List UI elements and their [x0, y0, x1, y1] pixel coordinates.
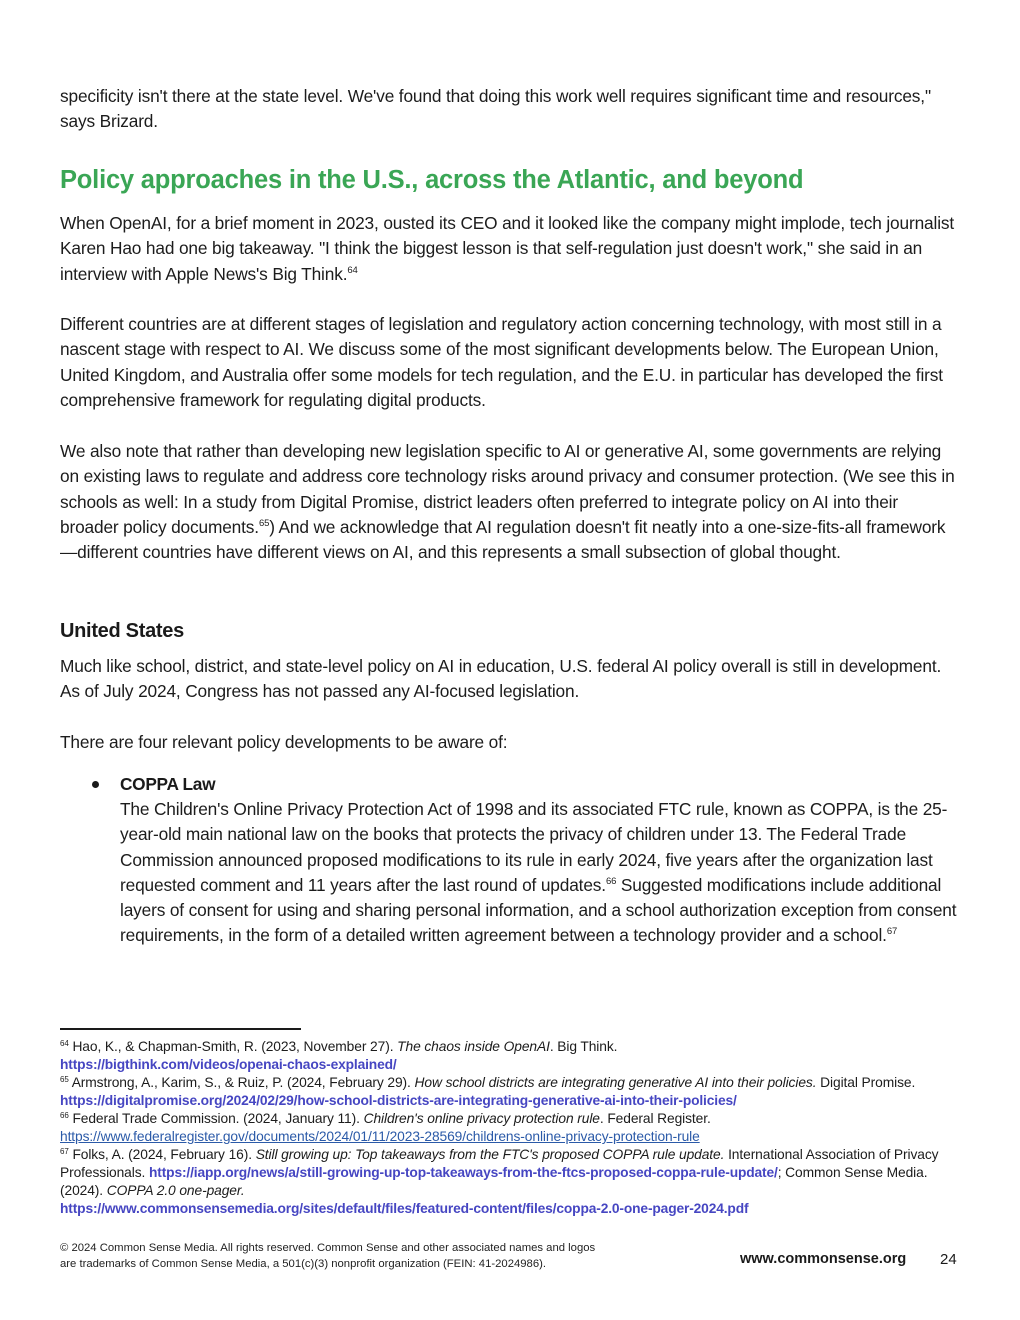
website-link[interactable]: www.commonsense.org	[740, 1251, 907, 1267]
paragraph-four-developments: There are four relevant policy developments to be aware of:	[60, 732, 508, 752]
paragraph-us-development: Much like school, district, and state-level policy on AI in education, U.S. federal AI policy overall is still in development. As of July 2024, Congress has not passed any AI-focused legislation.	[60, 656, 942, 702]
footnote-title: The chaos inside OpenAI	[397, 1039, 550, 1054]
footnote-title: Children's online privacy protection rule	[363, 1111, 600, 1126]
footnote-source: . Big Think.	[549, 1039, 618, 1054]
paragraph-text-continued: ) And we acknowledge that AI regulation doesn't fit neatly into a one-size-fits-all framework—different countries have different views on AI, and this represents a small subsection of global thought.	[60, 516, 946, 563]
copyright-line-2: are trademarks of Common Sense Media, a 501(c)(3) nonprofit organization (FEIN: 41-2024986).	[60, 1257, 547, 1270]
bullet-title: COPPA Law	[120, 774, 216, 794]
paragraph-text: When OpenAI, for a brief moment in 2023, ousted its CEO and it looked like the company might implode, tech journalist Karen Hao had one big takeaway. "I think the biggest lesson is that self-regulation just doesn't work," she said in an interview with Apple News's Big Think.	[60, 213, 955, 284]
footnote-title: Still growing up: Top takeaways from the FTC's proposed COPPA rule update.	[255, 1147, 725, 1162]
bullet-text-continued: Suggested modifications include additional layers of consent for using and sharing personal information, and a school authorization exception from consent requirements, in the form of a detailed written agreement between a technology provider and a school.	[120, 874, 957, 946]
footnote-citation: Hao, K., & Chapman-Smith, R. (2023, November 27).	[72, 1039, 398, 1054]
footnote-number: 64	[60, 1039, 69, 1048]
footnote-ref-67[interactable]: 67	[886, 926, 898, 938]
copyright-notice	[60, 1241, 680, 1272]
paragraph-openai	[60, 211, 960, 287]
paragraph-text: We also note that rather than developing new legislation specific to AI or generative AI, some governments are relying on existing laws to regulate and address core technology risks around privacy and consumer protection. (We see this in schools as well: In a study from Digital Promise, district leaders often preferred to integrate policy on AI into their broader policy documents.	[60, 441, 955, 537]
footnote-citation: Folks, A. (2024, February 16).	[72, 1147, 256, 1162]
bullet-icon	[92, 781, 99, 788]
footnote-link[interactable]: https://digitalpromise.org/2024/02/29/how-school-districts-are-integrating-generative-ai-into-their-policies/	[60, 1093, 737, 1108]
footnote-link[interactable]: https://bigthink.com/videos/openai-chaos-explained/	[60, 1057, 397, 1072]
footnote-ref-64[interactable]: 64	[347, 264, 358, 276]
paragraph-existing-laws	[60, 439, 960, 565]
footnote-source: Digital Promise.	[816, 1075, 916, 1090]
footnote-number: 66	[60, 1111, 69, 1120]
footnote-link[interactable]: https://iapp.org/news/a/still-growing-up-top-takeaways-from-the-ftcs-proposed-coppa-rule-update/	[149, 1165, 778, 1180]
footnote-link-2[interactable]: https://www.commonsensemedia.org/sites/default/files/featured-content/files/coppa-2.0-one-pager-2024.pdf	[60, 1201, 749, 1216]
footnote-64	[60, 1038, 960, 1074]
footnote-source-2: ; Common Sense Media. (2024).	[60, 1165, 928, 1198]
footnote-source: . Federal Register.	[599, 1111, 711, 1126]
page-number: 24	[940, 1251, 957, 1268]
footnote-title-2: COPPA 2.0 one-pager.	[106, 1183, 245, 1198]
copyright-line-1: © 2024 Common Sense Media. All rights reserved. Common Sense and other associated names and logos	[60, 1242, 596, 1254]
footnote-link[interactable]: https://www.federalregister.gov/documents/2024/01/11/2023-28569/childrens-online-privacy-protection-rule	[60, 1129, 700, 1144]
carryover-paragraph: specificity isn't there at the state level. We've found that doing this work well requires significant time and resources," says Brizard.	[60, 86, 931, 132]
footnote-citation: Federal Trade Commission. (2024, January 11).	[72, 1111, 364, 1126]
footnote-ref-65[interactable]: 65	[258, 517, 270, 529]
footnote-divider	[60, 1028, 301, 1030]
footnote-number: 65	[60, 1075, 69, 1084]
footnotes-section	[60, 1038, 960, 1218]
bullet-text: The Children's Online Privacy Protection Act of 1998 and its associated FTC rule, known as COPPA, is the 25-year-old main national law on the books that protects the privacy of children under 13. The Federal Trade Commission announced proposed modifications to its rule in early 2024, five years after the organization last requested comment and 11 years after the last round of updates.	[120, 799, 948, 895]
footnote-ref-66[interactable]: 66	[605, 875, 617, 887]
footnote-title: How school districts are integrating generative AI into their policies.	[414, 1075, 817, 1090]
footnote-source: International Association of Privacy Professionals.	[60, 1147, 939, 1180]
footnote-67	[60, 1146, 960, 1218]
footnote-number: 67	[60, 1147, 69, 1156]
footnote-66	[60, 1110, 960, 1146]
subsection-heading: United States	[60, 620, 184, 642]
footnote-citation: Armstrong, A., Karim, S., & Ruiz, P. (2024, February 29).	[71, 1075, 415, 1090]
bullet-body	[120, 797, 960, 949]
footnote-65	[60, 1074, 960, 1110]
section-heading: Policy approaches in the U.S., across the Atlantic, and beyond	[60, 166, 804, 194]
paragraph-countries: Different countries are at different stages of legislation and regulatory action concerning technology, with most still in a nascent stage with respect to AI. We discuss some of the most significant developments below. The European Union, United Kingdom, and Australia offer some models for tech regulation, and the E.U. in particular has developed the first comprehensive framework for regulating digital products.	[60, 314, 943, 410]
